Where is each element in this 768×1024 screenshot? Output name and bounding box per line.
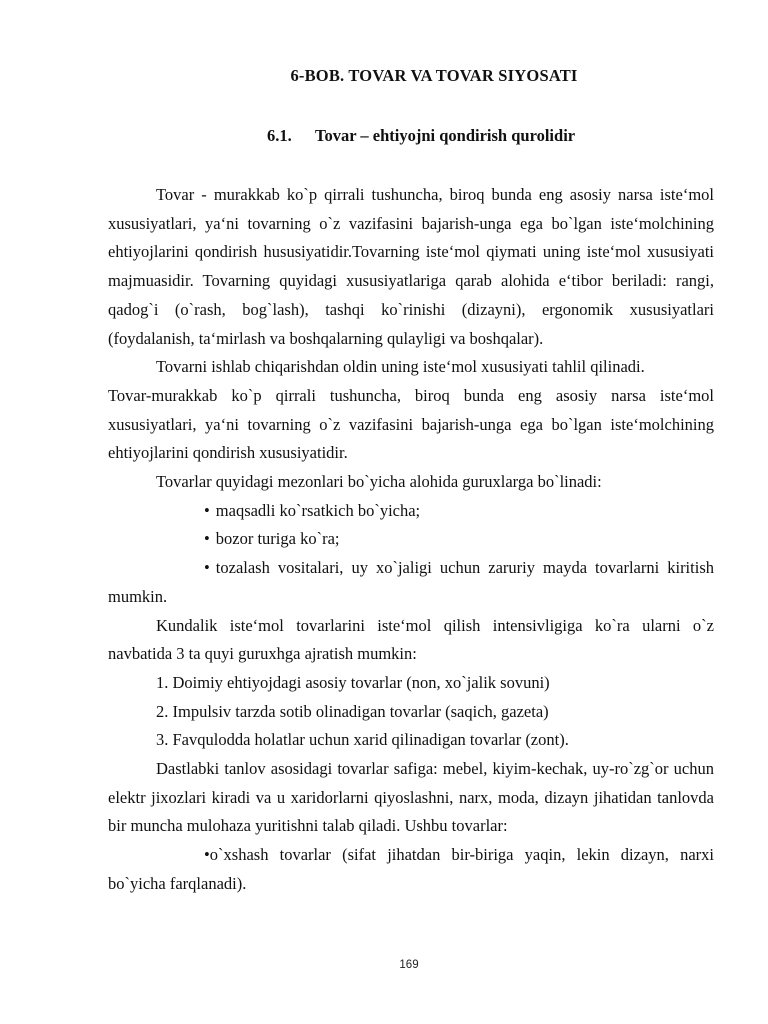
paragraph: Tovarni ishlab chiqarishdan oldin uning iste‘mol xususiyati tahlil qilinadi. bbox=[156, 357, 645, 377]
numbered-item: 1. Doimiy ehtiyojdagi asosiy tovarlar (non, xo`jalik sovuni) bbox=[156, 672, 550, 692]
list-item-text: maqsadli ko`rsatkich bo`yicha; bbox=[215, 500, 421, 520]
list-item-text: tozalash vositalari, uy xo`jaligi uchun zaruriy mayda tovarlarni kiritish mumkin. bbox=[108, 558, 714, 606]
list-item bbox=[108, 525, 714, 554]
document-body bbox=[108, 181, 714, 899]
paragraph: Kundalik iste‘mol tovarlarini iste‘mol qilish intensivligiga ko`ra ularni o`z navbatida 3 ta quyi guruxhga ajratish mumkin: bbox=[108, 615, 714, 664]
section-title: Tovar – ehtiyojni qondirish qurolidir bbox=[315, 126, 576, 145]
bullet-icon: • bbox=[204, 845, 210, 865]
paragraph: Tovarlar quyidagi mezonlari bo`yicha alohida guruxlarga bo`linadi: bbox=[156, 472, 602, 492]
chapter-title: 6-BOB. TOVAR VA TOVAR SIYOSATI bbox=[290, 66, 578, 85]
bullet-icon: • bbox=[204, 558, 210, 578]
section-heading bbox=[267, 126, 575, 146]
bullet-icon: • bbox=[204, 500, 210, 520]
list-item bbox=[108, 554, 714, 611]
list-item-text: bozor turiga ko`ra; bbox=[215, 529, 340, 549]
list-item-text: o`xshash tovarlar (sifat jihatdan bir-biriga yaqin, lekin dizayn, narxi bo`yicha farqlanadi). bbox=[108, 845, 714, 893]
numbered-item: 2. Impulsiv tarzda sotib olinadigan tovarlar (saqich, gazeta) bbox=[156, 701, 549, 721]
page-number: 169 bbox=[399, 959, 419, 971]
section-number: 6.1. bbox=[267, 126, 292, 145]
paragraph: Tovar-murakkab ko`p qirrali tushuncha, biroq bunda eng asosiy narsa iste‘mol xususiyatlari, ya‘ni tovarning o`z vazifasini bajarish-unga ega bo`lgan iste‘molchining ehtiyojlarini qondirish xususiyatidir. bbox=[108, 385, 714, 463]
list-item bbox=[108, 497, 714, 526]
paragraph: Dastlabki tanlov asosidagi tovarlar safiga: mebel, kiyim-kechak, uy-ro`zg`or uchun elektr jixozlari kiradi va u xaridorlarni qiyoslashni, narx, moda, dizayn jihatidan tanlovda bir muncha mulohaza yuritishni talab qiladi. Ushbu tovarlar: bbox=[108, 759, 714, 836]
bullet-icon: • bbox=[204, 529, 210, 549]
numbered-item: 3. Favqulodda holatlar uchun xarid qilinadigan tovarlar (zont). bbox=[156, 730, 569, 750]
list-item bbox=[108, 841, 714, 898]
paragraph: Tovar - murakkab ko`p qirrali tushuncha, biroq bunda eng asosiy narsa iste‘mol xususiyatlari, ya‘ni tovarning o`z vazifasini bajarish-unga ega bo`lgan iste‘molchining ehtiyojlarini qondirish hususiyatidir.Tovarning iste‘mol qiymati uning iste‘mol xususiyati majmuasidir. Tovarning quyidagi xususiyatlariga qarab alohida e‘tibor beriladi: rangi, qadog`i (o`rash, bog`lash), tashqi ko`rinishi (dizayni), ergonomik xususiyatlari (foydalanish, ta‘mirlash va boshqalarning qulayligi va boshqalar). bbox=[108, 185, 714, 348]
